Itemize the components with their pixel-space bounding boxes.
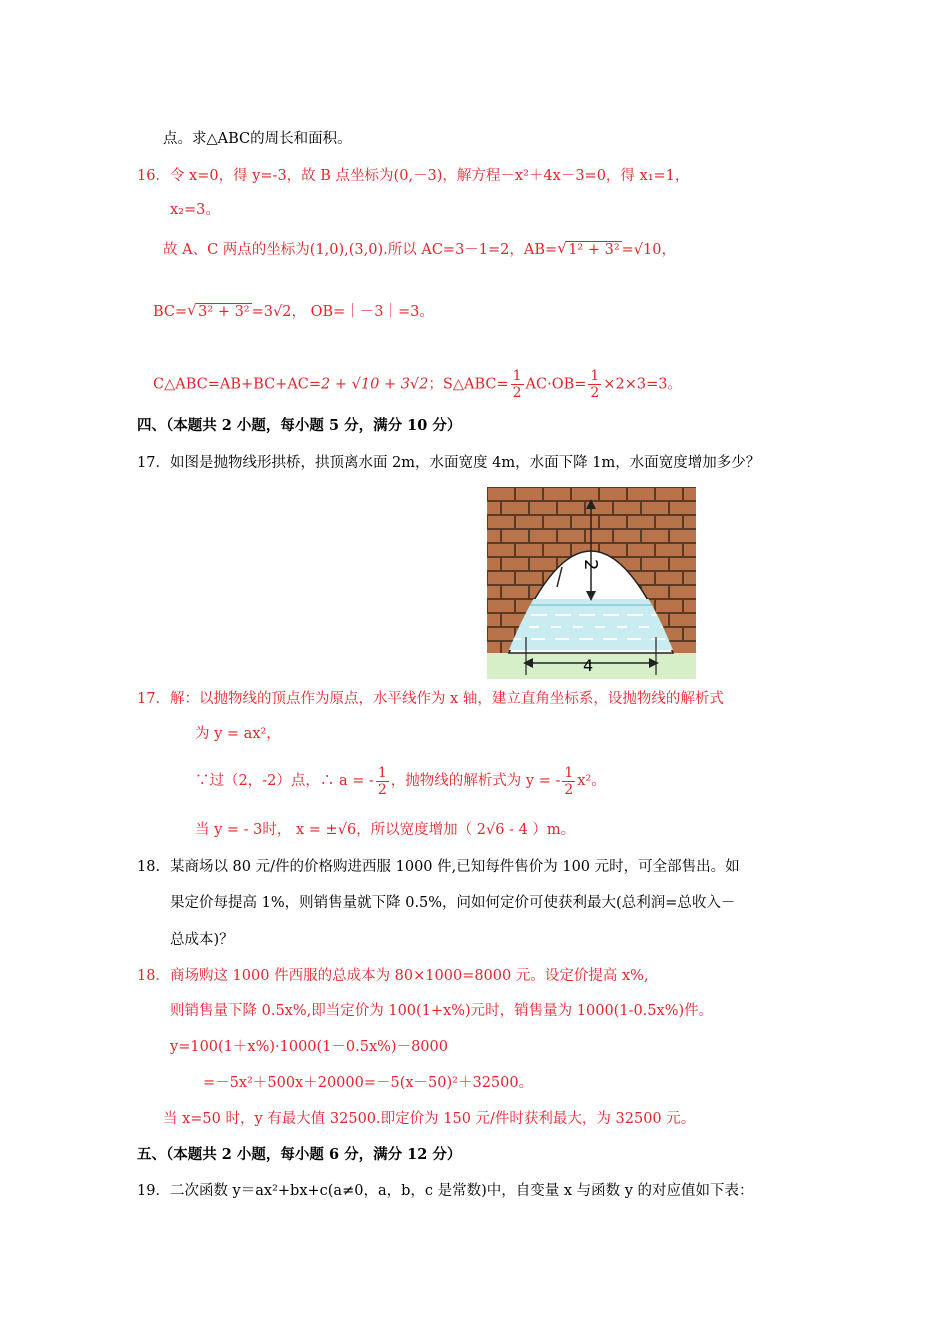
- q15-tail: 点。求△ABC的周长和面积。: [163, 131, 352, 147]
- answer-18-line2: 则销售量下降 0.5x%,即当定价为 100(1+x%)元时，销售量为 1000(1-0.5x%)件。: [170, 1003, 714, 1019]
- question-17: 17．如图是抛物线形拱桥，拱顶离水面 2m，水面宽度 4m，水面下降 1m，水面宽度增加多少？: [137, 455, 761, 471]
- question-18-line1: 18．某商场以 80 元/件的价格购进西服 1000 件,已知每件售价为 100 元时，可全部售出。如: [137, 859, 740, 875]
- fraction-a: $\frac{1}{2}$: [377, 764, 387, 798]
- fraction-half-2: $\frac{1}{2}$: [590, 368, 600, 401]
- sqrt-bc-arg: 3² + 3²: [198, 304, 250, 320]
- answer-16-line1: 16．令 x=0，得 y=-3，故 B 点坐标为(0,－3)，解方程－x²＋4x－3=0，得 x₁=1，: [137, 168, 690, 184]
- answer-16-line5: [153, 368, 682, 401]
- answer-17-line2: 为 y = ax²，: [195, 726, 281, 742]
- question-18-line2: 果定价每提高 1%，则销售量就下降 0.5%，问如何定价可使获利最大(总利润=总收入－: [170, 895, 736, 911]
- area-text: AC·OB=: [525, 376, 587, 393]
- section-5-heading: 五、（本题共 2 小题，每小题 6 分，满分 12 分）: [137, 1146, 462, 1163]
- answer-18-line3: y=100(1＋x%)·1000(1－0.5x%)－8000: [170, 1039, 448, 1055]
- sqrt-ab-arg: 1² + 3²: [568, 242, 620, 258]
- fraction-parabola: $\frac{1}{2}$: [564, 764, 574, 798]
- parabola-x2: x²。: [577, 773, 606, 789]
- height-label: 2: [580, 559, 601, 571]
- sqrt-ab: √ 1² + 3²: [557, 239, 620, 258]
- answer-16-text: 故 A、C 两点的坐标为(1,0),(3,0).所以 AC=3－1=2，AB=: [163, 242, 558, 258]
- answer-18-line1: 18．商场购这 1000 件西服的总成本为 80×1000=8000 元。设定价提高 x%,: [137, 968, 649, 984]
- question-19: 19．二次函数 y＝ax²+bx+c(a≠0，a，b，c 是常数)中，自变量 x 与函数 y 的对应值如下表：: [137, 1183, 754, 1199]
- answer-16-line3: [163, 240, 676, 260]
- answer-16-line4: [153, 302, 434, 322]
- ab-result: =√10，: [621, 242, 676, 258]
- bc-result: =3√2， OB=｜－3｜=3。: [251, 304, 434, 320]
- answer-16-line2: x₂=3。: [170, 202, 220, 218]
- sqrt-bc: √ 3² + 3²: [187, 301, 250, 320]
- fraction-half: $\frac{1}{2}$: [512, 368, 522, 401]
- answer-18-line4: =－5x²＋500x＋20000=－5(x－50)²＋32500。: [203, 1075, 534, 1091]
- question-18-line3: 总成本)？: [170, 932, 234, 948]
- perimeter-label: C△ABC=AB+BC+AC=: [153, 376, 322, 393]
- answer-17-line1: 17．解：以抛物线的顶点作为原点，水平线作为 x 轴，建立直角坐标系，设抛物线的解析式: [137, 691, 724, 707]
- area-label: ；S△ABC=: [428, 376, 509, 393]
- width-label: 4: [583, 656, 594, 675]
- a-value-text: ∵过（2，-2）点，∴ a = -: [195, 773, 374, 789]
- area-result: ×2×3=3。: [603, 376, 682, 393]
- perimeter-value: 2 + √10 + 3√2: [321, 376, 429, 393]
- answer-17-line4: 当 y = - 3时， x = ±√6，所以宽度增加（ 2√6 - 4 ）m。: [195, 822, 576, 838]
- bc-label: BC=: [153, 304, 188, 320]
- section-4-heading: 四、（本题共 2 小题，每小题 5 分，满分 10 分）: [137, 417, 462, 434]
- bridge-figure: [487, 487, 696, 679]
- parabola-text: ，抛物线的解析式为 y = -: [390, 773, 561, 789]
- answer-18-line5: 当 x=50 时，y 有最大值 32500.即定价为 150 元/件时获利最大，为 32500 元。: [163, 1111, 696, 1127]
- answer-17-line3: [195, 764, 606, 798]
